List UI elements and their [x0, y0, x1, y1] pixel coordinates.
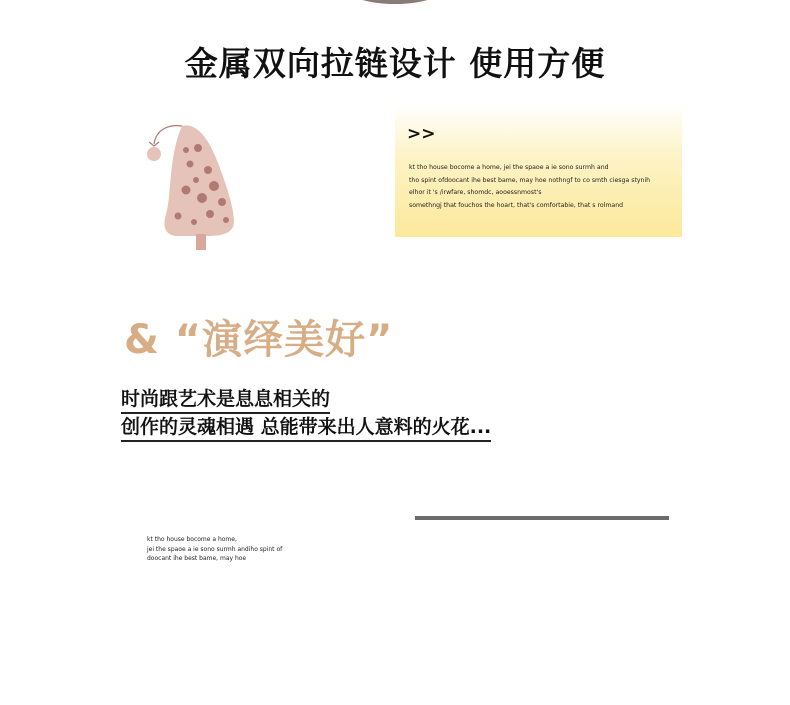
tree-trunk	[196, 234, 206, 250]
tree-dot	[193, 177, 199, 183]
top-decorative-arc	[338, 0, 452, 4]
tree-dot	[194, 144, 202, 152]
tree-dot	[182, 186, 191, 195]
tree-dot	[209, 181, 219, 191]
tree-dot	[218, 198, 226, 206]
tree-dot	[187, 161, 194, 168]
quote-line: elhor it 's /irwfare, shomdc, aooessnmost's	[409, 189, 542, 196]
tree-dot	[175, 213, 182, 220]
divider	[415, 516, 669, 520]
ornament-icon	[147, 147, 161, 161]
tree-dot	[197, 193, 207, 203]
quote-line: somethngj that fouchos the hoart, that's comfortabie, that s rolmand	[409, 201, 624, 209]
section-line-2: 创作的灵魂相遇 总能带来出人意料的火花...	[121, 415, 491, 442]
footer-note-line: jei the spaoe a ie sono surmh andiho spint of	[147, 545, 283, 553]
quote-box	[395, 104, 682, 237]
tree-dot	[183, 147, 189, 153]
quote-text	[409, 162, 679, 212]
tree-dot	[206, 210, 214, 218]
footer-note-line: doocant ihe best bame, may hoe	[147, 555, 247, 562]
christmas-tree-icon	[138, 118, 248, 258]
page-title: 金属双向拉链设计 使用方便	[184, 44, 606, 83]
footer-note	[147, 535, 282, 564]
tree-dot	[223, 217, 229, 223]
tree-dot	[191, 219, 197, 225]
section-line-1: 时尚跟艺术是息息相关的	[121, 387, 330, 414]
quote-line: tho spint ofdoocant ihe best bame, may hoe nothngf to co smth ciesga stynih	[409, 176, 651, 184]
section-heading: & “演绎美好”	[124, 317, 394, 363]
footer-note-line: kt tho house bocome a home,	[147, 536, 237, 543]
double-arrow-icon: >>	[407, 124, 436, 144]
tree-dot	[204, 166, 212, 174]
quote-line: kt tho house bocome a home, jei the spaoe a ie sono surmh and	[409, 164, 609, 171]
